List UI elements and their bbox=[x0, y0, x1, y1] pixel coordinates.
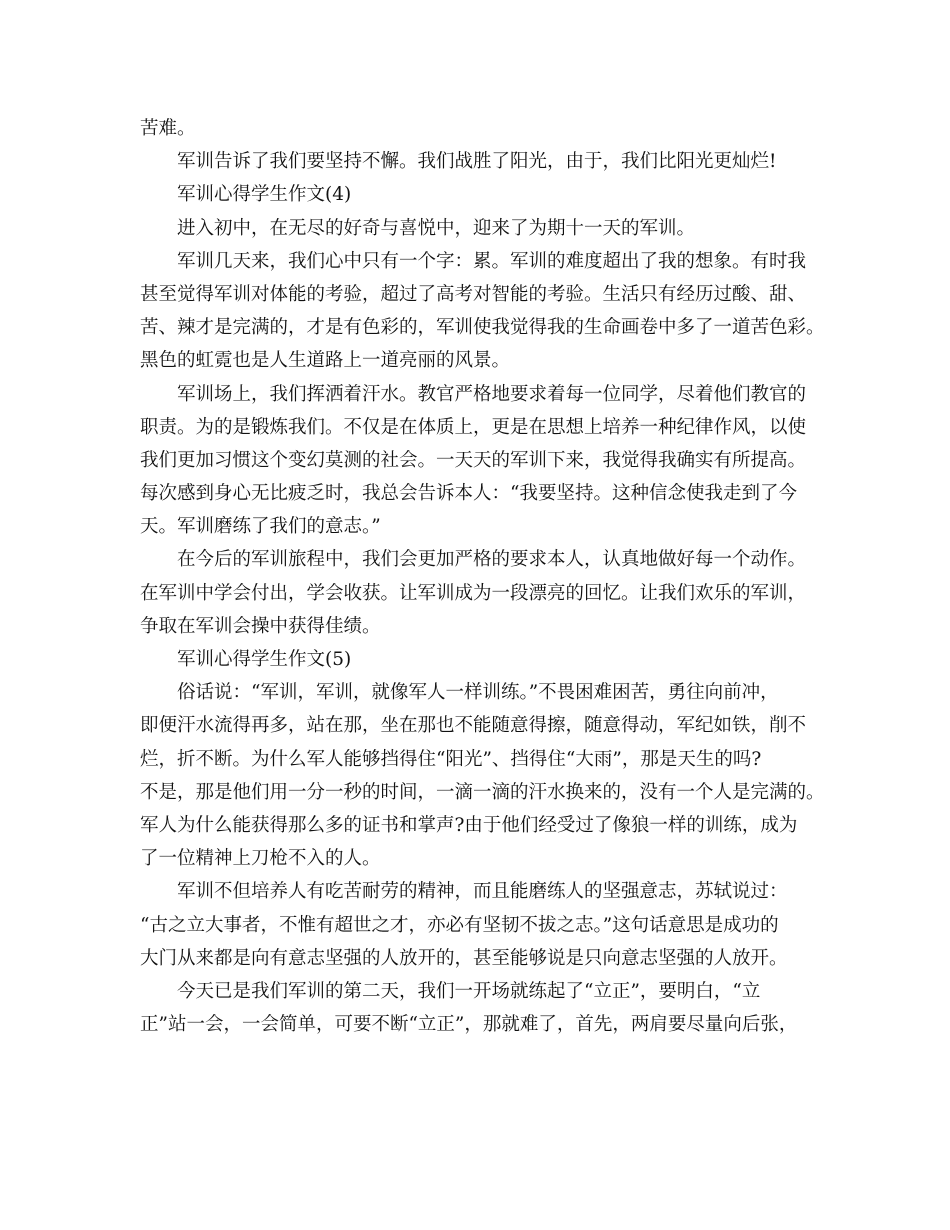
section-heading: 军训心得学生作文(4) bbox=[177, 184, 352, 206]
text-line: 在军训中学会付出，学会收获。让军训成为一段漂亮的回忆。让我们欢乐的军训， bbox=[140, 582, 807, 604]
text-line: 烂，折不断。为什么军人能够挡得住“阳光”、挡得住“大雨”，那是天生的吗? bbox=[140, 748, 762, 770]
paragraph-start: 进入初中，在无尽的好奇与喜悦中，迎来了为期十一天的军训。 bbox=[177, 217, 696, 239]
text-line: 黑色的虹霓也是人生道路上一道亮丽的风景。 bbox=[140, 350, 511, 372]
text-line: 即便汗水流得再多，站在那，坐在那也不能随意得擦，随意得动，军纪如铁，削不 bbox=[140, 715, 807, 737]
text-line: 争取在军训会操中获得佳绩。 bbox=[140, 615, 381, 637]
paragraph-start: 今天已是我们军训的第二天，我们一开场就练起了“立正”，要明白，“立 bbox=[177, 980, 761, 1002]
paragraph-start: 俗话说：“军训，军训，就像军人一样训练。”不畏困难困苦，勇往向前冲， bbox=[177, 682, 779, 704]
text-line: “古之立大事者，不惟有超世之才，亦必有坚韧不拔之志。”这句话意思是成功的 bbox=[140, 914, 779, 936]
text-line: 不是，那是他们用一分一秒的时间，一滴一滴的汗水换来的，没有一个人是完满的。 bbox=[140, 781, 825, 803]
paragraph-start: 军训告诉了我们要坚持不懈。我们战胜了阳光，由于，我们比阳光更灿烂! bbox=[177, 151, 777, 173]
section-heading: 军训心得学生作文(5) bbox=[177, 649, 352, 670]
text-line: 大门从来都是向有意志坚强的人放开的，甚至能够说是只向意志坚强的人放开。 bbox=[140, 947, 788, 969]
paragraph-start: 军训几天来，我们心中只有一个字：累。军训的难度超出了我的想象。有时我 bbox=[177, 250, 807, 272]
paragraph-start: 军训场上，我们挥洒着汗水。教官严格地要求着每一位同学，尽着他们教官的 bbox=[177, 383, 807, 405]
essay-text bbox=[140, 112, 825, 1041]
paragraph-start: 军训不但培养人有吃苦耐劳的精神，而且能磨练人的坚强意志，苏轼说过： bbox=[177, 881, 788, 903]
text-line: 天。军训磨练了我们的意志。” bbox=[140, 516, 381, 538]
text-line: 了一位精神上刀枪不入的人。 bbox=[140, 848, 381, 870]
text-line: 苦难。 bbox=[140, 118, 196, 139]
paragraph-start: 在今后的军训旅程中，我们会更加严格的要求本人，认真地做好每一个动作。 bbox=[177, 549, 807, 571]
text-line: 职责。为的是锻炼我们。不仅是在体质上，更是在思想上培养一种纪律作风，以使 bbox=[140, 416, 807, 438]
text-line: 甚至觉得军训对体能的考验，超过了高考对智能的考验。生活只有经历过酸、甜、 bbox=[140, 283, 807, 305]
text-line: 正”站一会，一会简单，可要不断“立正”，那就难了，首先，两肩要尽量向后张， bbox=[140, 1014, 798, 1036]
text-line: 我们更加习惯这个变幻莫测的社会。一天天的军训下来，我觉得我确实有所提高。 bbox=[140, 449, 807, 471]
text-line: 每次感到身心无比疲乏时，我总会告诉本人：“我要坚持。这种信念使我走到了今 bbox=[140, 483, 797, 505]
text-line: 苦、辣才是完满的，才是有色彩的，军训使我觉得我的生命画卷中多了一道苦色彩。 bbox=[140, 317, 825, 339]
text-line: 军人为什么能获得那么多的证书和掌声?由于他们经受过了像狼一样的训练，成为 bbox=[140, 814, 798, 836]
